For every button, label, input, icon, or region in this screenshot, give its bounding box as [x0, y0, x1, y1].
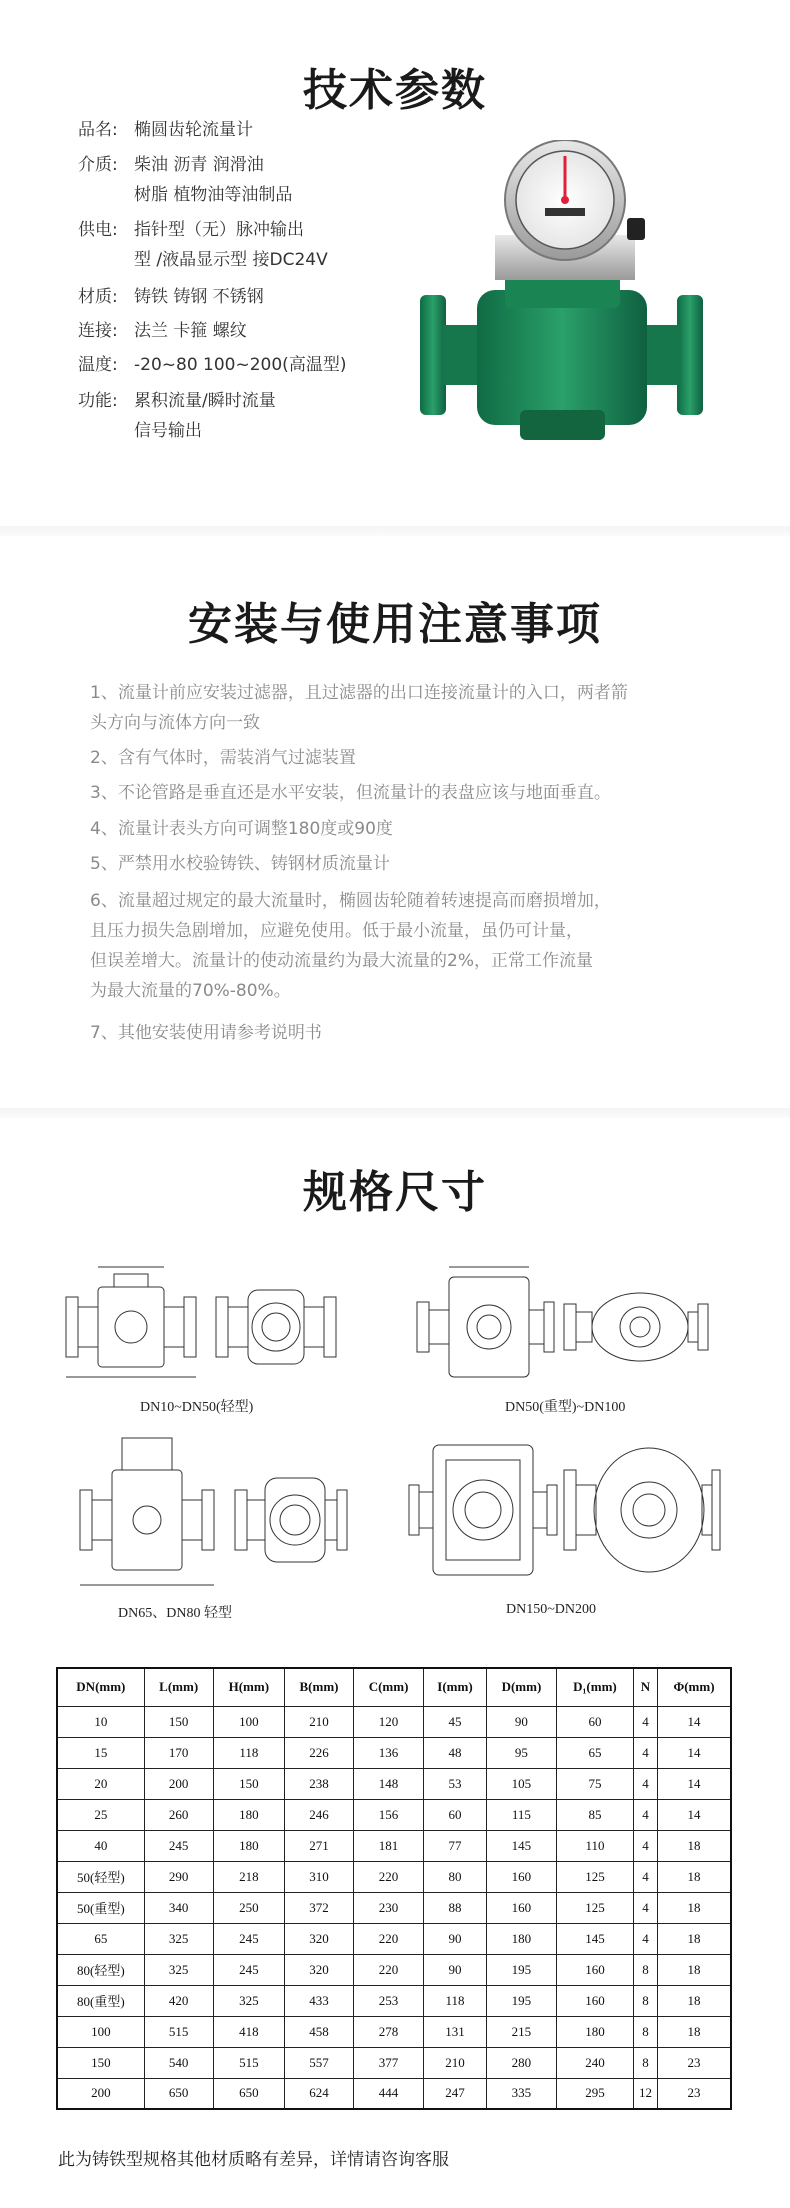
table-cell: 180 — [557, 2016, 634, 2047]
table-cell: 10 — [57, 1706, 144, 1737]
table-cell: 260 — [144, 1799, 213, 1830]
table-cell: 271 — [285, 1830, 354, 1861]
table-row — [57, 2047, 731, 2078]
table-cell: 245 — [213, 1923, 284, 1954]
section-title-tech-params: 技术参数 — [303, 65, 487, 116]
table-cell: 85 — [557, 1799, 634, 1830]
table-cell: 18 — [658, 1861, 731, 1892]
param-value-continued: 树脂 植物油等油制品 — [134, 185, 293, 205]
note-line: 为最大流量的70%-80%。 — [90, 981, 291, 1001]
drawing-caption: DN10~DN50(轻型) — [140, 1400, 254, 1415]
table-cell: 115 — [486, 1799, 556, 1830]
table-cell: 156 — [353, 1799, 423, 1830]
table-cell: 8 — [633, 2016, 657, 2047]
table-cell: 433 — [285, 1985, 354, 2016]
table-cell: 4 — [633, 1892, 657, 1923]
table-cell: 12 — [633, 2078, 657, 2109]
note-line: 但误差增大。流量计的使动流量约为最大流量的2%，正常工作流量 — [90, 951, 593, 971]
table-cell: 4 — [633, 1768, 657, 1799]
param-row — [78, 316, 247, 346]
table-cell: 150 — [57, 2047, 144, 2078]
table-cell: 444 — [353, 2078, 423, 2109]
param-value: 法兰 卡箍 螺纹 — [134, 321, 247, 341]
table-cell: 557 — [285, 2047, 354, 2078]
table-cell: 458 — [285, 2016, 354, 2047]
table-cell: 210 — [285, 1706, 354, 1737]
param-key: 品名: — [78, 120, 118, 140]
table-cell: 90 — [424, 1923, 487, 1954]
table-cell: 650 — [144, 2078, 213, 2109]
table-cell: 650 — [213, 2078, 284, 2109]
table-cell: 90 — [424, 1954, 487, 1985]
param-key: 材质: — [78, 287, 118, 307]
table-cell: 60 — [424, 1799, 487, 1830]
drawing-dn50-heavy-dn100 — [412, 1262, 712, 1387]
param-value: 铸铁 铸钢 不锈钢 — [134, 287, 264, 307]
note-line: 1、流量计前应安装过滤器，且过滤器的出口连接流量计的入口，两者箭 — [90, 683, 628, 703]
table-cell: 145 — [557, 1923, 634, 1954]
table-header-cell: C(mm) — [353, 1668, 423, 1706]
table-cell: 246 — [285, 1799, 354, 1830]
table-cell: 181 — [353, 1830, 423, 1861]
note-line: 2、含有气体时，需装消气过滤装置 — [90, 748, 356, 768]
table-cell: 14 — [658, 1737, 731, 1768]
note-line: 3、不论管路是垂直还是水平安装，但流量计的表盘应该与地面垂直。 — [90, 783, 611, 803]
table-cell: 320 — [285, 1923, 354, 1954]
section-separator — [0, 526, 790, 536]
table-cell: 340 — [144, 1892, 213, 1923]
section-title-install-notes: 安装与使用注意事项 — [188, 599, 602, 650]
table-cell: 120 — [353, 1706, 423, 1737]
table-row — [57, 1923, 731, 1954]
table-cell: 245 — [144, 1830, 213, 1861]
table-cell: 195 — [486, 1985, 556, 2016]
note-line: 头方向与流体方向一致 — [90, 713, 260, 733]
table-cell: 515 — [213, 2047, 284, 2078]
table-cell: 372 — [285, 1892, 354, 1923]
table-row — [57, 1706, 731, 1737]
table-cell: 80(轻型) — [57, 1954, 144, 1985]
table-cell: 218 — [213, 1861, 284, 1892]
table-cell: 18 — [658, 1923, 731, 1954]
table-cell: 80(重型) — [57, 1985, 144, 2016]
table-header-cell: N — [633, 1668, 657, 1706]
table-cell: 23 — [658, 2047, 731, 2078]
table-cell: 160 — [557, 1954, 634, 1985]
table-cell: 110 — [557, 1830, 634, 1861]
param-row — [78, 386, 276, 441]
param-value: -20~80 100~200(高温型) — [134, 355, 347, 375]
table-cell: 95 — [486, 1737, 556, 1768]
table-cell: 40 — [57, 1830, 144, 1861]
table-cell: 320 — [285, 1954, 354, 1985]
note-line: 且压力损失急剧增加，应避免使用。低于最小流量，虽仍可计量， — [90, 921, 583, 941]
table-cell: 160 — [486, 1861, 556, 1892]
table-header-cell: I(mm) — [424, 1668, 487, 1706]
table-row — [57, 1799, 731, 1830]
param-value: 指针型（无）脉冲输出 — [134, 220, 304, 240]
param-value-continued: 型 /液晶显示型 接DC24V — [134, 250, 328, 270]
table-cell: 131 — [424, 2016, 487, 2047]
table-cell: 53 — [424, 1768, 487, 1799]
table-cell: 290 — [144, 1861, 213, 1892]
table-row — [57, 1954, 731, 1985]
table-cell: 20 — [57, 1768, 144, 1799]
table-cell: 45 — [424, 1706, 487, 1737]
table-cell: 624 — [285, 2078, 354, 2109]
table-cell: 88 — [424, 1892, 487, 1923]
table-cell: 100 — [213, 1706, 284, 1737]
table-cell: 230 — [353, 1892, 423, 1923]
table-cell: 18 — [658, 2016, 731, 2047]
table-row — [57, 2078, 731, 2109]
param-row — [78, 115, 253, 145]
table-cell: 200 — [144, 1768, 213, 1799]
table-cell: 247 — [424, 2078, 487, 2109]
table-cell: 4 — [633, 1737, 657, 1768]
table-header-cell: Φ(mm) — [658, 1668, 731, 1706]
table-cell: 210 — [424, 2047, 487, 2078]
table-cell: 160 — [557, 1985, 634, 2016]
note-line: 5、严禁用水校验铸铁、铸钢材质流量计 — [90, 854, 390, 874]
table-header-cell: L(mm) — [144, 1668, 213, 1706]
note-line: 7、其他安装使用请参考说明书 — [90, 1023, 322, 1043]
table-row — [57, 1892, 731, 1923]
table-cell: 8 — [633, 2047, 657, 2078]
param-key: 功能: — [78, 391, 118, 411]
table-cell: 253 — [353, 1985, 423, 2016]
table-cell: 77 — [424, 1830, 487, 1861]
table-cell: 195 — [486, 1954, 556, 1985]
table-cell: 325 — [144, 1954, 213, 1985]
table-cell: 4 — [633, 1861, 657, 1892]
table-cell: 125 — [557, 1861, 634, 1892]
table-cell: 18 — [658, 1985, 731, 2016]
table-cell: 18 — [658, 1830, 731, 1861]
table-cell: 515 — [144, 2016, 213, 2047]
table-body — [57, 1706, 731, 2109]
table-cell: 60 — [557, 1706, 634, 1737]
drawing-dn150-dn200 — [404, 1430, 724, 1595]
table-cell: 238 — [285, 1768, 354, 1799]
table-cell: 65 — [557, 1737, 634, 1768]
table-cell: 118 — [213, 1737, 284, 1768]
table-cell: 540 — [144, 2047, 213, 2078]
param-row — [78, 150, 293, 205]
table-header-cell: DN(mm) — [57, 1668, 144, 1706]
table-cell: 245 — [213, 1954, 284, 1985]
table-cell: 150 — [213, 1768, 284, 1799]
table-cell: 14 — [658, 1768, 731, 1799]
table-cell: 8 — [633, 1985, 657, 2016]
table-row — [57, 1768, 731, 1799]
table-cell: 335 — [486, 2078, 556, 2109]
table-cell: 160 — [486, 1892, 556, 1923]
drawing-caption: DN65、DN80 轻型 — [118, 1606, 232, 1621]
table-row — [57, 2016, 731, 2047]
table-cell: 4 — [633, 1799, 657, 1830]
table-cell: 100 — [57, 2016, 144, 2047]
table-cell: 105 — [486, 1768, 556, 1799]
drawing-dn65-dn80-light — [50, 1430, 350, 1595]
param-row — [78, 350, 346, 380]
spec-footnote: 此为铸铁型规格其他材质略有差异，详情请咨询客服 — [58, 2150, 449, 2170]
table-cell: 125 — [557, 1892, 634, 1923]
table-cell: 136 — [353, 1737, 423, 1768]
spec-table — [56, 1667, 732, 2110]
param-value: 椭圆齿轮流量计 — [134, 120, 253, 140]
param-key: 温度: — [78, 355, 118, 375]
table-row — [57, 1985, 731, 2016]
table-cell: 90 — [486, 1706, 556, 1737]
table-cell: 200 — [57, 2078, 144, 2109]
table-cell: 240 — [557, 2047, 634, 2078]
table-header-row — [57, 1668, 731, 1706]
table-cell: 215 — [486, 2016, 556, 2047]
table-row — [57, 1830, 731, 1861]
table-cell: 220 — [353, 1954, 423, 1985]
table-cell: 180 — [213, 1830, 284, 1861]
table-cell: 148 — [353, 1768, 423, 1799]
table-header-cell: B(mm) — [285, 1668, 354, 1706]
param-row — [78, 215, 328, 270]
drawing-caption: DN150~DN200 — [506, 1602, 597, 1617]
table-cell: 14 — [658, 1706, 731, 1737]
table-cell: 310 — [285, 1861, 354, 1892]
param-value-continued: 信号输出 — [134, 421, 202, 441]
table-cell: 75 — [557, 1768, 634, 1799]
table-cell: 220 — [353, 1923, 423, 1954]
note-line: 4、流量计表头方向可调整180度或90度 — [90, 819, 393, 839]
table-cell: 325 — [144, 1923, 213, 1954]
table-cell: 145 — [486, 1830, 556, 1861]
table-cell: 325 — [213, 1985, 284, 2016]
param-key: 介质: — [78, 155, 118, 175]
table-cell: 80 — [424, 1861, 487, 1892]
table-cell: 18 — [658, 1954, 731, 1985]
table-cell: 280 — [486, 2047, 556, 2078]
table-cell: 420 — [144, 1985, 213, 2016]
table-cell: 295 — [557, 2078, 634, 2109]
param-row — [78, 282, 264, 312]
table-cell: 18 — [658, 1892, 731, 1923]
table-cell: 180 — [486, 1923, 556, 1954]
table-row — [57, 1861, 731, 1892]
flowmeter-product-image — [415, 140, 715, 445]
table-cell: 65 — [57, 1923, 144, 1954]
table-cell: 14 — [658, 1799, 731, 1830]
table-cell: 250 — [213, 1892, 284, 1923]
table-header-cell: D(mm) — [486, 1668, 556, 1706]
table-cell: 25 — [57, 1799, 144, 1830]
table-cell: 50(重型) — [57, 1892, 144, 1923]
param-value: 柴油 沥青 润滑油 — [134, 155, 264, 175]
param-value: 累积流量/瞬时流量 — [134, 391, 276, 411]
table-cell: 4 — [633, 1923, 657, 1954]
param-key: 连接: — [78, 321, 118, 341]
table-cell: 226 — [285, 1737, 354, 1768]
table-cell: 170 — [144, 1737, 213, 1768]
table-cell: 220 — [353, 1861, 423, 1892]
table-cell: 418 — [213, 2016, 284, 2047]
table-cell: 4 — [633, 1706, 657, 1737]
table-row — [57, 1737, 731, 1768]
drawing-caption: DN50(重型)~DN100 — [505, 1400, 626, 1415]
section-title-specs: 规格尺寸 — [303, 1167, 487, 1218]
drawing-dn10-dn50-light — [56, 1262, 346, 1387]
table-cell: 278 — [353, 2016, 423, 2047]
table-header-cell: H(mm) — [213, 1668, 284, 1706]
table-cell: 8 — [633, 1954, 657, 1985]
table-cell: 50(轻型) — [57, 1861, 144, 1892]
table-header-cell: D₁(mm) — [557, 1668, 634, 1706]
table-cell: 377 — [353, 2047, 423, 2078]
table-cell: 150 — [144, 1706, 213, 1737]
section-separator — [0, 1108, 790, 1118]
param-key: 供电: — [78, 220, 118, 240]
note-line: 6、流量超过规定的最大流量时，椭圆齿轮随着转速提高而磨损增加， — [90, 891, 611, 911]
table-cell: 48 — [424, 1737, 487, 1768]
table-cell: 118 — [424, 1985, 487, 2016]
table-cell: 180 — [213, 1799, 284, 1830]
table-cell: 15 — [57, 1737, 144, 1768]
table-cell: 4 — [633, 1830, 657, 1861]
table-cell: 23 — [658, 2078, 731, 2109]
